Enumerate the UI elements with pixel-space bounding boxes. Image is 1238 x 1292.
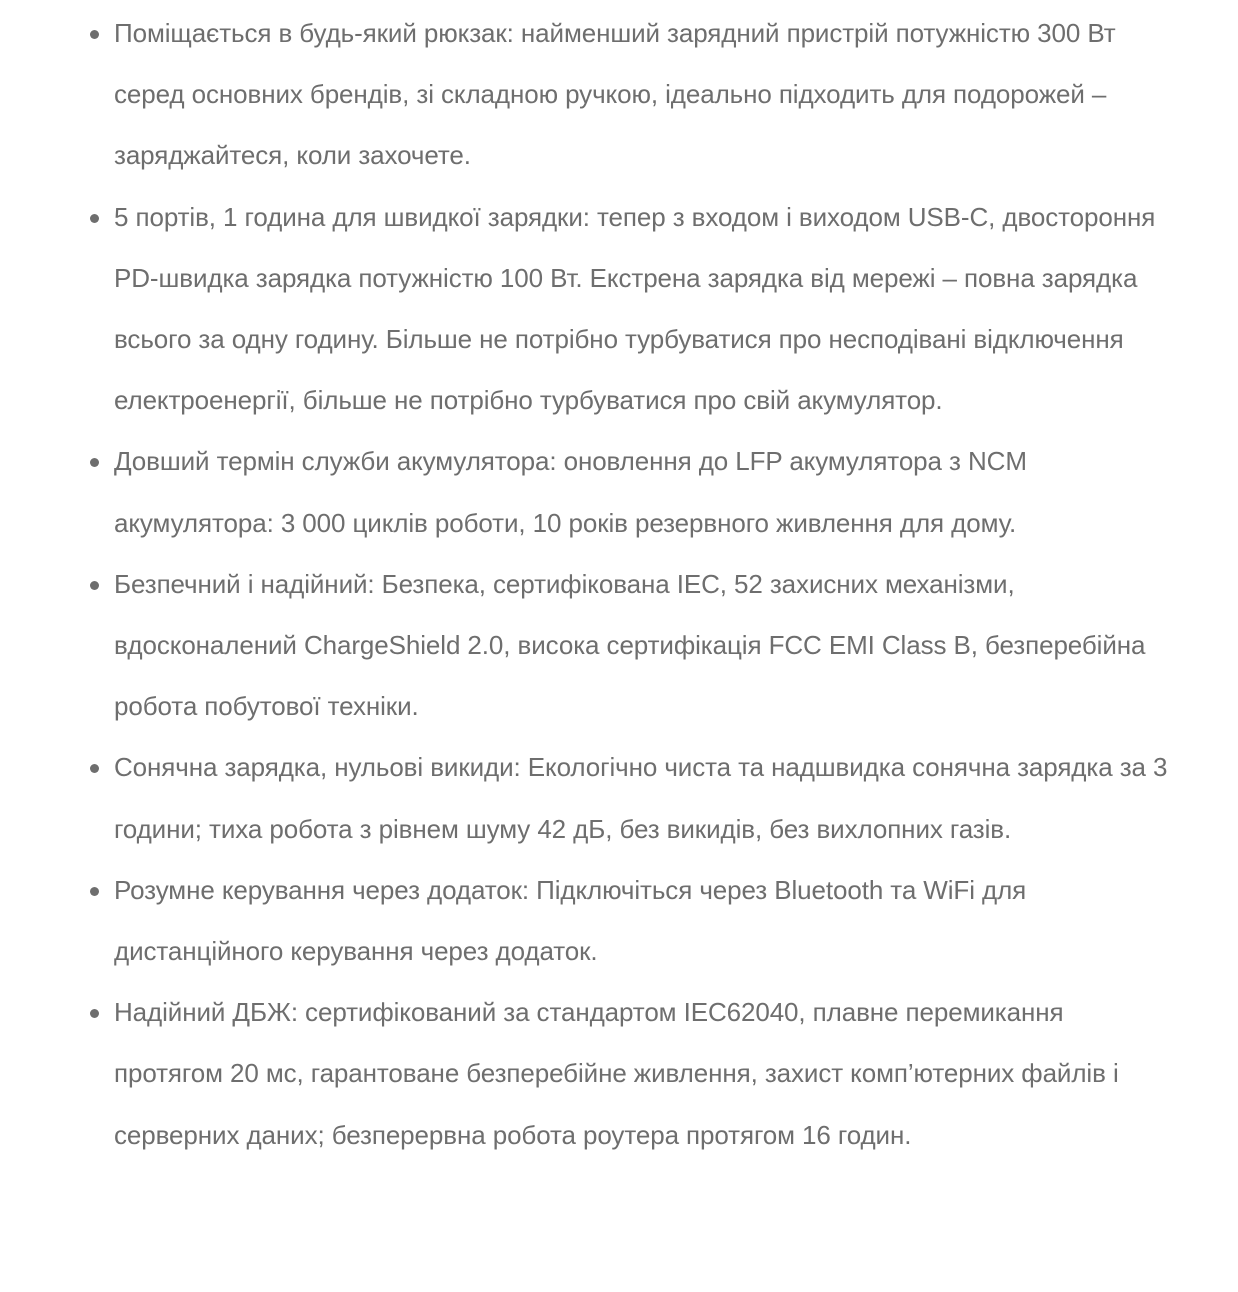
feature-item-solar <box>114 737 1178 859</box>
feature-text: Надійний ДБЖ: сертифікований за стандартом IEC62040, плавне перемикання протягом 20 мс, гарантоване безперебійне живлення, захист комп’ютерних файлів і серверних даних; безперервна робота роутера протягом 16 годин. <box>114 997 1119 1150</box>
feature-text: 5 портів, 1 година для швидкої зарядки: тепер з входом і виходом USB-C, двостороння PD-швидка зарядка потужністю 100 Вт. Екстрена зарядка від мережі – повна зарядка всього за одну годину. Більше не потрібно турбуватися про несподівані відключення електроенергії, більше не потрібно турбуватися про свій акумулятор. <box>114 201 1156 416</box>
bullet-icon <box>90 887 99 896</box>
bullet-icon <box>90 764 99 773</box>
feature-item-safety <box>114 554 1178 738</box>
bullet-icon <box>90 214 99 223</box>
feature-text: Сонячна зарядка, нульові викиди: Екологічно чиста та надшвидка сонячна зарядка за 3 години; тиха робота з рівнем шуму 42 дБ, без викидів, без вихлопних газів. <box>114 752 1168 844</box>
bullet-icon <box>90 581 99 590</box>
feature-item-battery-life <box>114 431 1178 553</box>
bullet-icon <box>90 1009 99 1018</box>
feature-text: Розумне керування через додаток: Підключіться через Bluetooth та WiFi для дистанційного керування через додаток. <box>114 874 1027 967</box>
feature-text: Поміщається в будь-який рюкзак: найменший зарядний пристрій потужністю 300 Вт серед основних брендів, зі складною ручкою, ідеально підходить для подорожей – заряджайтеся, коли захочете. <box>114 18 1116 171</box>
bullet-icon <box>90 458 99 467</box>
bullet-icon <box>90 30 99 39</box>
feature-text: Довший термін служби акумулятора: оновлення до LFP акумулятора з NCM акумулятора: 3 000 циклів роботи, 10 років резервного живлення для дому. <box>114 446 1027 538</box>
feature-item-app-control <box>114 860 1178 982</box>
feature-item-ports <box>114 187 1178 432</box>
feature-item-ups <box>114 982 1178 1166</box>
feature-item-backpack <box>114 3 1178 187</box>
feature-text: Безпечний і надійний: Безпека, сертифікована IEC, 52 захисних механізми, вдосконалений ChargeShield 2.0, висока сертифікація FCC EMI Class B, безперебійна робота побутової техніки. <box>114 568 1146 722</box>
